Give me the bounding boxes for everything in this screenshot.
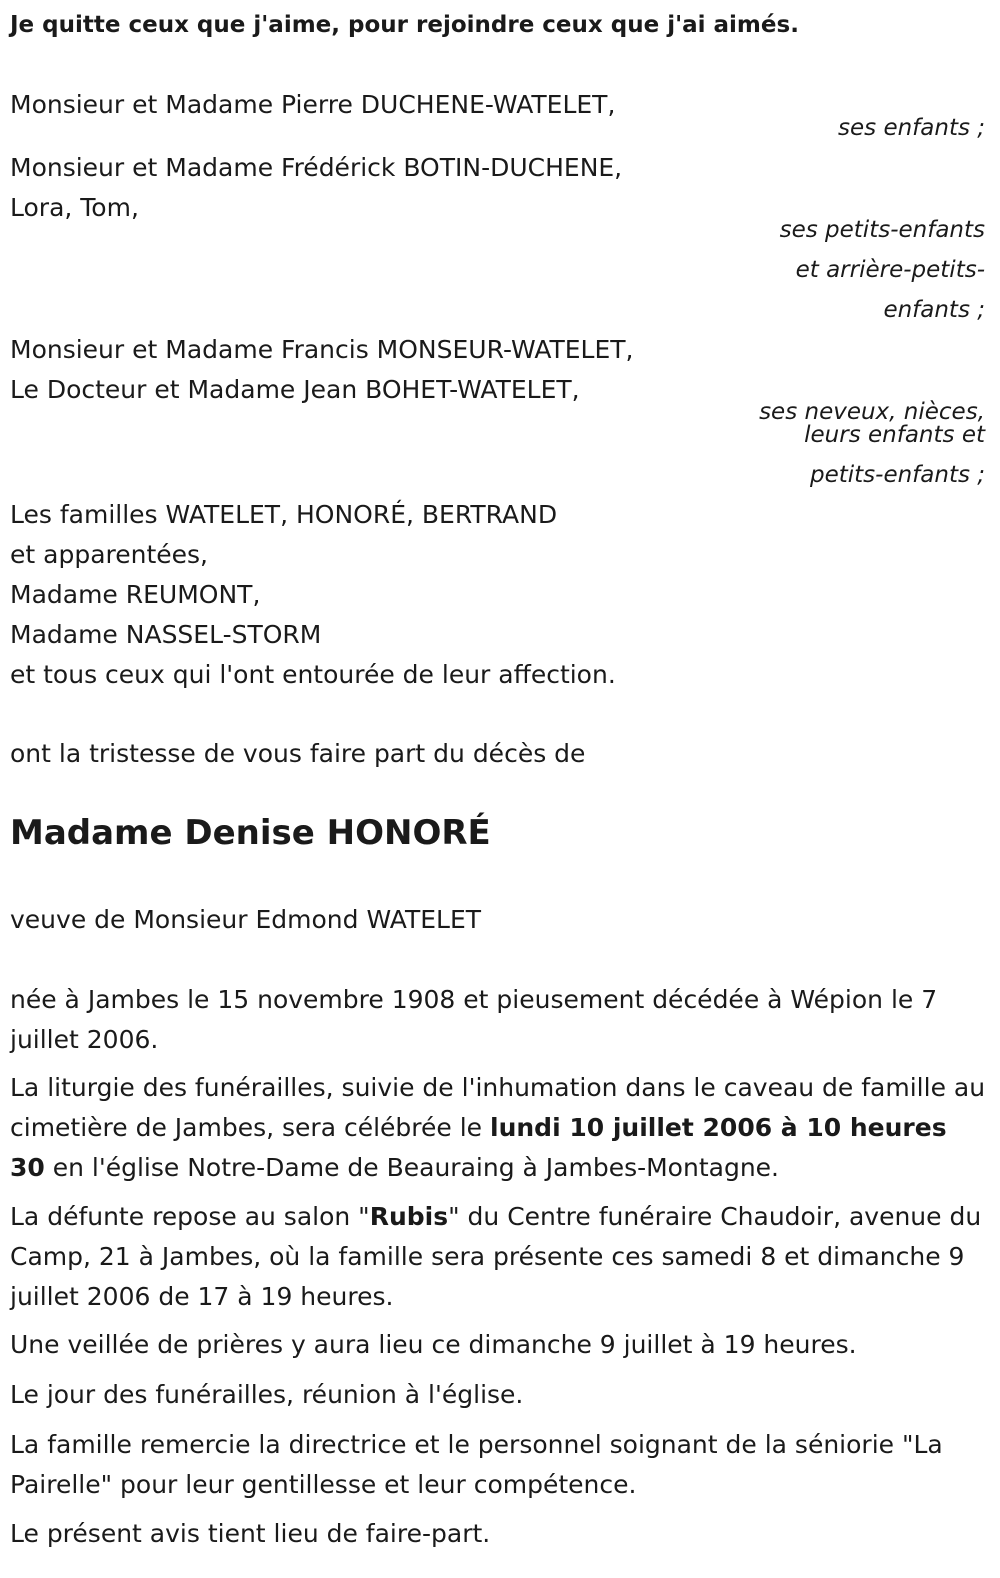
liturgy-paragraph xyxy=(10,1068,990,1188)
salon-name: Rubis xyxy=(369,1202,449,1231)
family-line-affection: et tous ceux qui l'ont entourée de leur affection. xyxy=(10,660,616,689)
repose-paragraph xyxy=(10,1197,990,1317)
liturgy-text-post: en l'église Notre-Dame de Beauraing à Jambes-Montagne. xyxy=(44,1153,779,1182)
deceased-name: Madame Denise HONORÉ xyxy=(10,813,491,853)
role-great-grandchildren-end: enfants ; xyxy=(883,297,985,323)
thanks-paragraph: La famille remercie la directrice et le personnel soignant de la séniorie "La Pairelle" pour leur gentillesse et leur compétence. xyxy=(10,1430,943,1499)
repose-text-pre: La défunte repose au salon " xyxy=(10,1202,370,1231)
liturgy-text-pre: La liturgie des funérailles, suivie de l'inhumation dans le caveau de famille au cimetière de Jambes, sera célébrée le xyxy=(10,1073,986,1142)
role-nephews-nieces: ses neveux, nièces, xyxy=(759,399,985,425)
announcement-text: ont la tristesse de vous faire part du décès de xyxy=(10,739,586,768)
liturgy-date-time: lundi 10 juillet 2006 à 10 heures 30 xyxy=(10,1113,947,1182)
opening-quote: Je quitte ceux que j'aime, pour rejoindre ceux que j'ai aimés. xyxy=(10,12,799,38)
family-line-watelet-honore-bertrand: Les familles WATELET, HONORÉ, BERTRAND xyxy=(10,500,558,529)
role-their-children: leurs enfants et xyxy=(804,422,985,448)
meeting-paragraph: Le jour des funérailles, réunion à l'église. xyxy=(10,1380,524,1409)
role-grandchildren: ses petits-enfants xyxy=(779,217,985,243)
family-line-lora-tom: Lora, Tom, xyxy=(10,193,139,222)
family-line-monseur-watelet: Monsieur et Madame Francis MONSEUR-WATELET, xyxy=(10,335,634,364)
role-children: ses enfants ; xyxy=(838,115,985,141)
family-line-botin-duchene: Monsieur et Madame Frédérick BOTIN-DUCHENE, xyxy=(10,153,623,182)
role-grandchildren-2: petits-enfants ; xyxy=(809,462,985,488)
repose-text-post: " du Centre funéraire Chaudoir, avenue du Camp, 21 à Jambes, où la famille sera présente ces samedi 8 et dimanche 9 juillet 2006 de 17 à 19 heures. xyxy=(10,1202,982,1311)
notice-paragraph: Le présent avis tient lieu de faire-part. xyxy=(10,1519,491,1548)
vigil-paragraph: Une veillée de prières y aura lieu ce dimanche 9 juillet à 19 heures. xyxy=(10,1330,857,1359)
role-great-grandchildren: et arrière-petits- xyxy=(795,257,985,283)
family-line-apparentees: et apparentées, xyxy=(10,540,208,569)
family-line-nassel-storm: Madame NASSEL-STORM xyxy=(10,620,322,649)
family-line-reumont: Madame REUMONT, xyxy=(10,580,261,609)
family-line-duchene-watelet: Monsieur et Madame Pierre DUCHENE-WATELET, xyxy=(10,90,616,119)
birth-death-paragraph: née à Jambes le 15 novembre 1908 et pieusement décédée à Wépion le 7 juillet 2006. xyxy=(10,985,938,1054)
family-line-bohet-watelet: Le Docteur et Madame Jean BOHET-WATELET, xyxy=(10,375,580,404)
widow-of-text: veuve de Monsieur Edmond WATELET xyxy=(10,905,482,934)
